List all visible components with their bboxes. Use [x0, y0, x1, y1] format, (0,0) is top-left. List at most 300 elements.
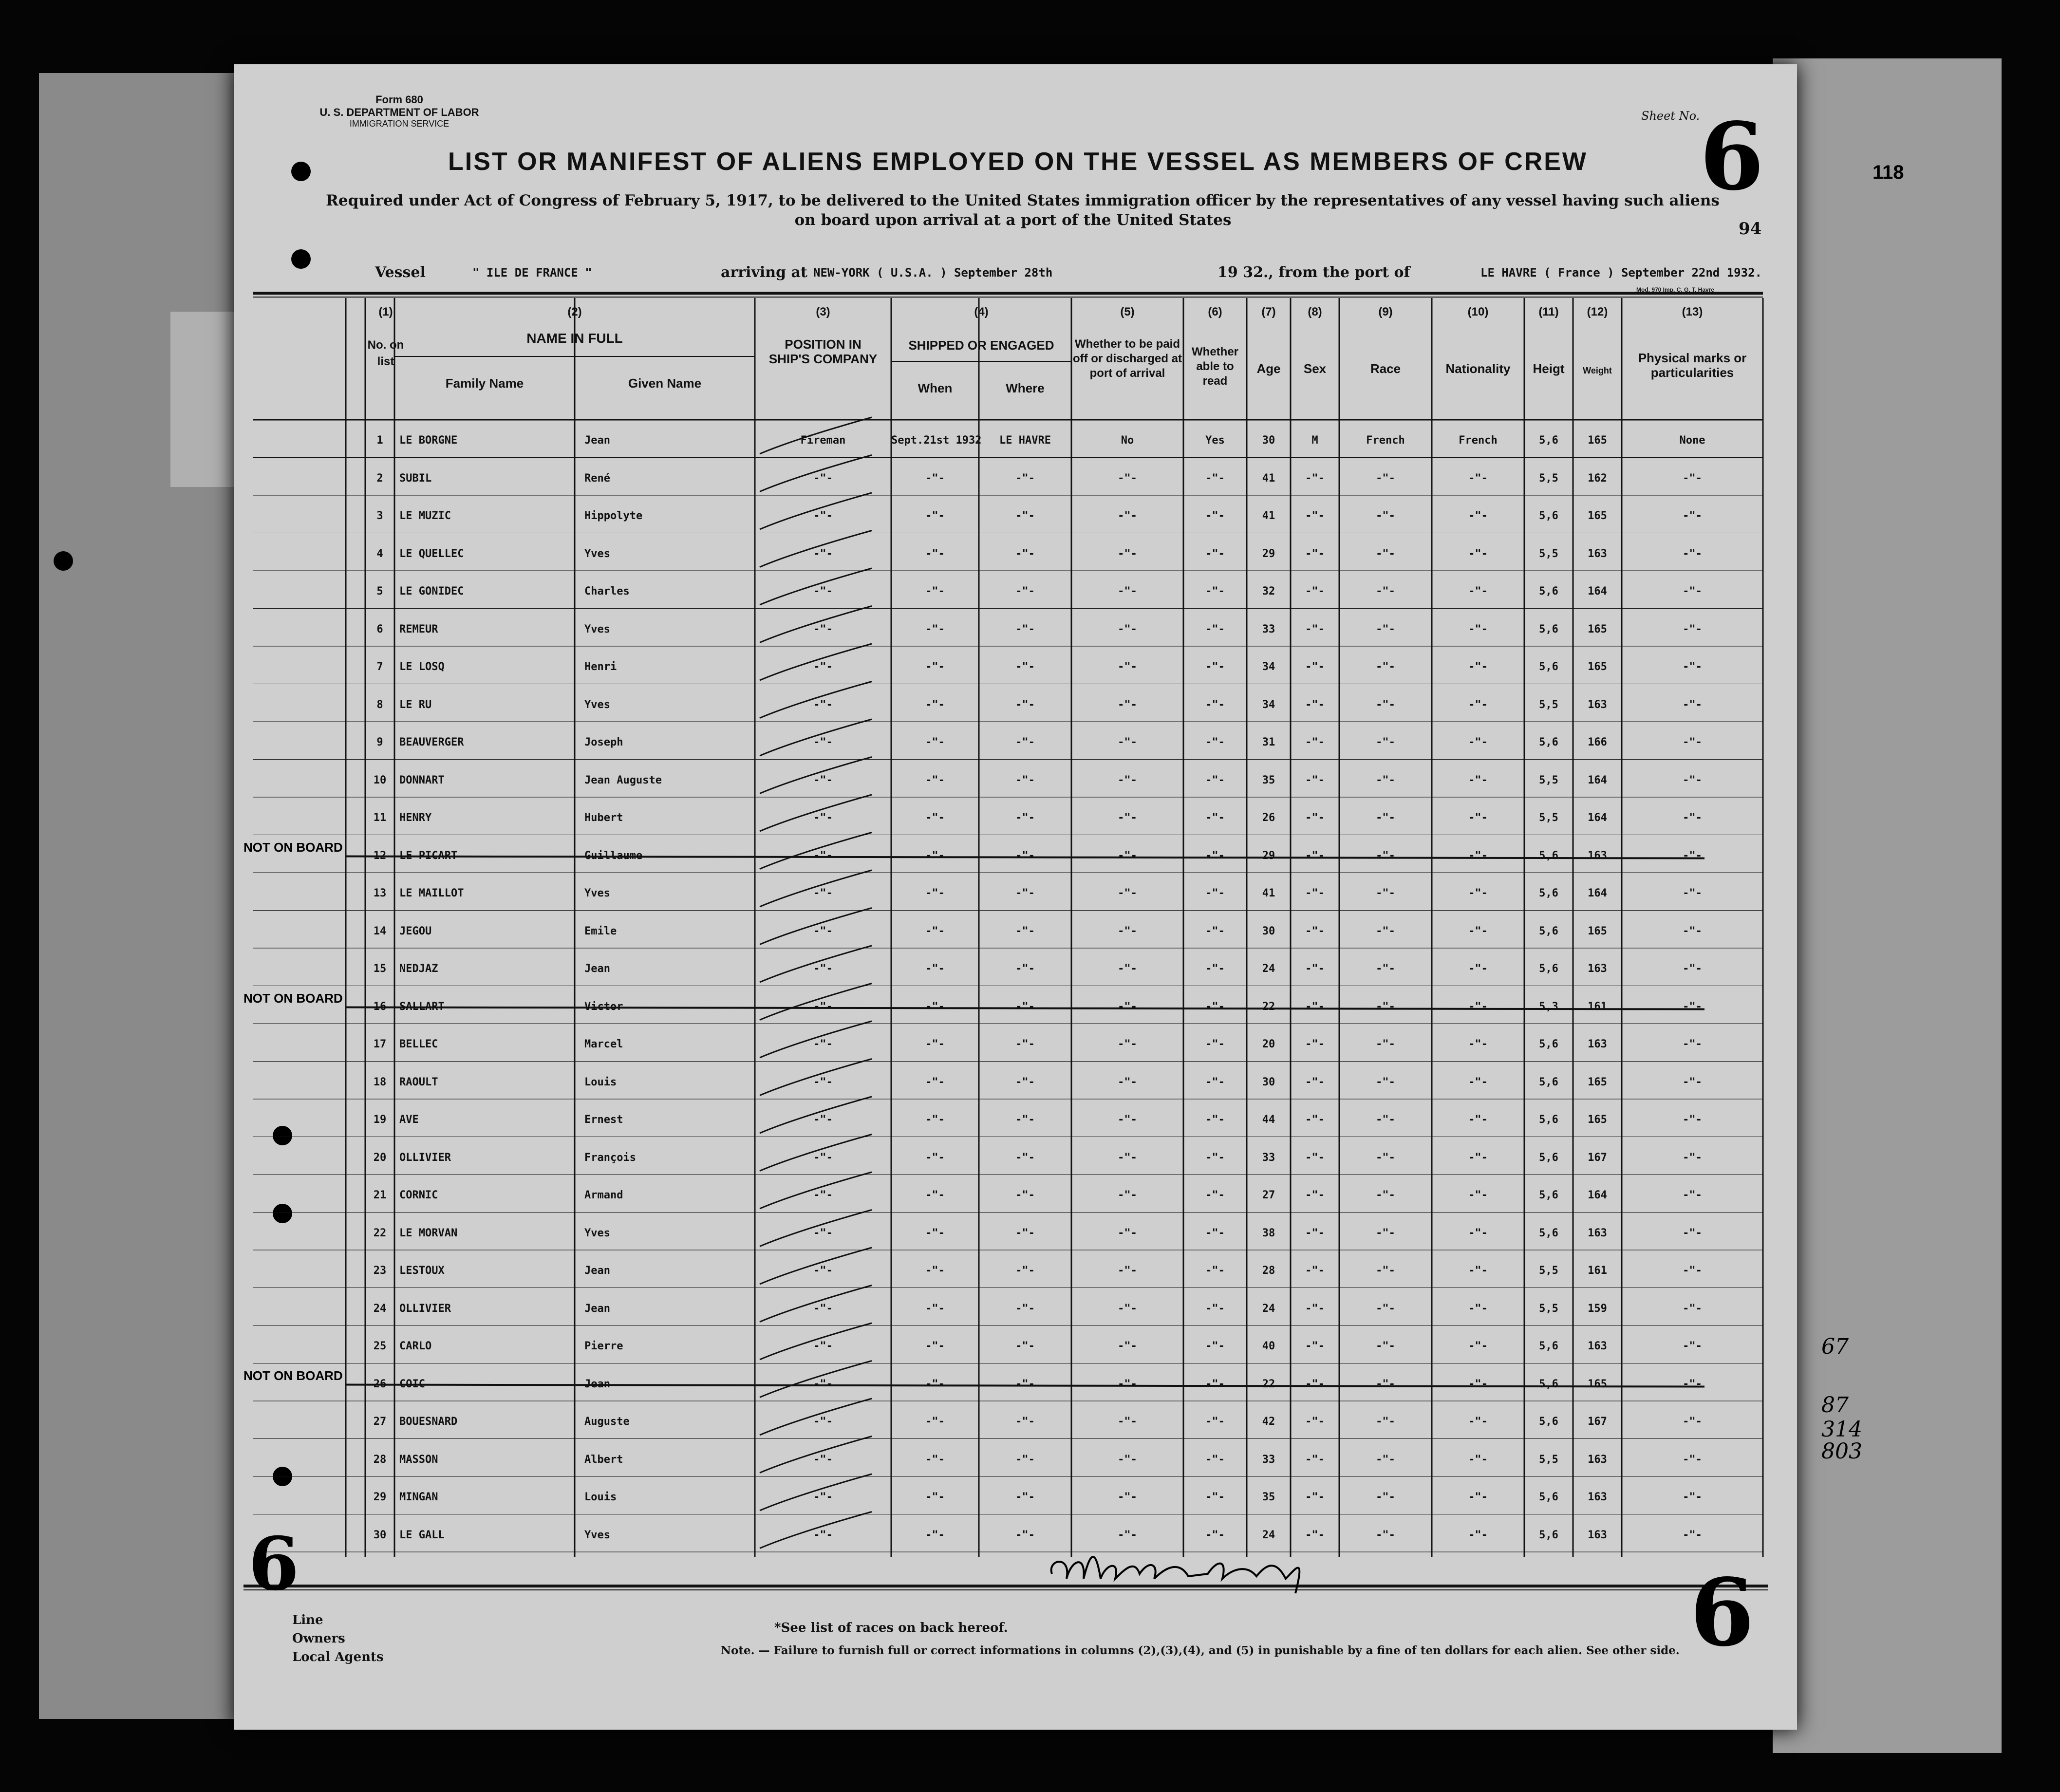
family-name: BOUESNARD [399, 1416, 458, 1428]
shipped-when: -"- [925, 812, 945, 824]
able-to-read: -"- [1205, 1378, 1225, 1390]
position: -"- [813, 585, 833, 597]
given-name: Yves [584, 547, 610, 560]
height: 5,5 [1539, 1453, 1558, 1466]
able-to-read: -"- [1205, 1529, 1225, 1541]
position: -"- [813, 1340, 833, 1352]
nationality: -"- [1468, 963, 1488, 975]
family-name: LE LOSQ [399, 661, 445, 673]
weight: 161 [1588, 1000, 1607, 1013]
height: 5,5 [1539, 774, 1558, 786]
nationality: -"- [1468, 1340, 1488, 1352]
weight: 162 [1588, 472, 1607, 485]
form-number: Form 680 [375, 93, 423, 106]
race: -"- [1376, 585, 1395, 597]
paid-off: -"- [1118, 661, 1137, 673]
nationality: French [1459, 434, 1498, 447]
weight: 159 [1588, 1302, 1607, 1315]
age: 41 [1262, 510, 1275, 522]
family-name: LE GONIDEC [399, 585, 464, 597]
given-name: Auguste [584, 1416, 630, 1428]
age: 31 [1262, 736, 1275, 748]
family-name: RAOULT [399, 1076, 438, 1088]
given-name: Hubert [584, 812, 623, 824]
given-name: Yves [584, 1529, 610, 1541]
paid-off: -"- [1118, 736, 1137, 748]
race: -"- [1376, 1378, 1395, 1390]
age: 30 [1262, 925, 1275, 937]
col2b-label: Given Name [628, 376, 702, 391]
nationality: -"- [1468, 585, 1488, 597]
margin-number: 803 [1821, 1439, 1862, 1464]
row-number: 27 [373, 1416, 387, 1428]
paid-off: -"- [1118, 1416, 1137, 1428]
row-number: 28 [373, 1453, 387, 1466]
footer-line-label: Line [292, 1613, 323, 1627]
given-name: Charles [584, 585, 630, 597]
sex: -"- [1305, 585, 1325, 597]
inspector-signature [1042, 1540, 1315, 1598]
race: -"- [1376, 736, 1395, 748]
paid-off: -"- [1118, 1227, 1137, 1239]
subtitle-line-2: on board upon arrival at a port of the United States [794, 211, 1232, 229]
shipped-where: -"- [1015, 1227, 1035, 1239]
col7-number: (7) [1261, 305, 1276, 318]
age: 38 [1262, 1227, 1275, 1239]
age: 33 [1262, 1151, 1275, 1164]
vessel-name: " ILE DE FRANCE " [472, 266, 592, 280]
shipped-when: -"- [925, 1076, 945, 1088]
race: French [1366, 434, 1405, 447]
shipped-where: -"- [1015, 1076, 1035, 1088]
shipped-when: -"- [925, 1416, 945, 1428]
family-name: SUBIL [399, 472, 432, 485]
family-name: BEAUVERGER [399, 736, 464, 748]
family-name: LE PICART [399, 849, 458, 862]
weight: 165 [1588, 510, 1607, 522]
age: 22 [1262, 1000, 1275, 1013]
able-to-read: -"- [1205, 1151, 1225, 1164]
able-to-read: -"- [1205, 472, 1225, 485]
given-name: Pierre [584, 1340, 623, 1352]
row-number: 14 [373, 925, 387, 937]
sex: -"- [1305, 887, 1325, 899]
col3-number: (3) [816, 305, 830, 318]
nationality: -"- [1468, 1265, 1488, 1277]
shipped-where: -"- [1015, 1491, 1035, 1503]
weight: 163 [1588, 1340, 1607, 1352]
age: 40 [1262, 1340, 1275, 1352]
document-title: LIST OR MANIFEST OF ALIENS EMPLOYED ON THE VESSEL AS MEMBERS OF CREW [448, 148, 1588, 176]
col4b-label: Where [1006, 381, 1045, 395]
position: -"- [813, 1416, 833, 1428]
shipped-when: -"- [925, 661, 945, 673]
height: 5,3 [1539, 1000, 1558, 1013]
physical-marks: -"- [1683, 1227, 1702, 1239]
from-port: LE HAVRE ( France ) September 22nd 1932. [1480, 266, 1762, 280]
shipped-where: -"- [1015, 1189, 1035, 1201]
col5-number: (5) [1120, 305, 1135, 318]
physical-marks: -"- [1683, 1529, 1702, 1541]
height: 5,5 [1539, 698, 1558, 711]
race: -"- [1376, 1076, 1395, 1088]
col2-number: (2) [567, 305, 582, 318]
races-note: *See list of races on back hereof. [774, 1621, 1008, 1635]
row-number: 2 [376, 472, 383, 485]
paid-off: No [1121, 434, 1134, 447]
corner-number: 118 [1873, 162, 1904, 183]
nationality: -"- [1468, 1151, 1488, 1164]
sex: -"- [1305, 1038, 1325, 1050]
family-name: MINGAN [399, 1491, 438, 1503]
physical-marks: -"- [1683, 1189, 1702, 1201]
paid-off: -"- [1118, 623, 1137, 635]
able-to-read: -"- [1205, 774, 1225, 786]
age: 35 [1262, 1491, 1275, 1503]
family-name: MASSON [399, 1453, 438, 1466]
row-number: 26 [373, 1378, 387, 1390]
position: -"- [813, 1000, 833, 1013]
paid-off: -"- [1118, 472, 1137, 485]
sex: -"- [1305, 1227, 1325, 1239]
given-name: Guillaume [584, 849, 643, 862]
col13-label: Physical marks or particularities [1638, 351, 1747, 380]
margin-number: 314 [1821, 1417, 1862, 1442]
shipped-where: -"- [1015, 585, 1035, 597]
position: -"- [813, 661, 833, 673]
given-name: Yves [584, 698, 610, 711]
weight: 163 [1588, 1491, 1607, 1503]
physical-marks: -"- [1683, 1302, 1702, 1315]
position: -"- [813, 472, 833, 485]
shipped-when: -"- [925, 1491, 945, 1503]
row-number: 8 [376, 698, 383, 711]
race: -"- [1376, 925, 1395, 937]
shipped-where: -"- [1015, 661, 1035, 673]
race: -"- [1376, 1340, 1395, 1352]
shipped-when: -"- [925, 1340, 945, 1352]
family-name: COIC [399, 1378, 425, 1390]
row-number: 1 [376, 434, 383, 447]
row-number: 22 [373, 1227, 387, 1239]
col2a-label: Family Name [445, 376, 524, 391]
given-name: Louis [584, 1491, 617, 1503]
col8-label: Sex [1303, 361, 1327, 376]
nationality: -"- [1468, 774, 1488, 786]
nationality: -"- [1468, 623, 1488, 635]
given-name: Marcel [584, 1038, 623, 1050]
race: -"- [1376, 849, 1395, 862]
height: 5,6 [1539, 1076, 1558, 1088]
row-number: 23 [373, 1265, 387, 1277]
position: -"- [813, 510, 833, 522]
sex: -"- [1305, 472, 1325, 485]
shipped-when: -"- [925, 472, 945, 485]
family-name: OLLIVIER [399, 1302, 451, 1315]
col6-number: (6) [1208, 305, 1222, 318]
not-on-board-note: NOT ON BOARD [243, 1368, 343, 1383]
col8-number: (8) [1308, 305, 1322, 318]
shipped-where: -"- [1015, 1453, 1035, 1466]
nationality: -"- [1468, 1416, 1488, 1428]
shipped-where: -"- [1015, 1416, 1035, 1428]
given-name: Jean [584, 1302, 610, 1315]
race: -"- [1376, 472, 1395, 485]
given-name: Yves [584, 1227, 610, 1239]
physical-marks: -"- [1683, 774, 1702, 786]
height: 5,6 [1539, 963, 1558, 975]
row-number: 7 [376, 661, 383, 673]
shipped-when: -"- [925, 736, 945, 748]
shipped-where: -"- [1015, 925, 1035, 937]
position: Fireman [800, 434, 846, 447]
col9-number: (9) [1378, 305, 1393, 318]
able-to-read: -"- [1205, 1000, 1225, 1013]
able-to-read: -"- [1205, 1453, 1225, 1466]
able-to-read: -"- [1205, 1340, 1225, 1352]
weight: 161 [1588, 1265, 1607, 1277]
physical-marks: -"- [1683, 1453, 1702, 1466]
shipped-where: -"- [1015, 1378, 1035, 1390]
family-name: AVE [399, 1114, 419, 1126]
shipped-when: -"- [925, 1265, 945, 1277]
sex: -"- [1305, 1151, 1325, 1164]
race: -"- [1376, 812, 1395, 824]
sex: -"- [1305, 1416, 1325, 1428]
sex: -"- [1305, 1265, 1325, 1277]
position: -"- [813, 887, 833, 899]
given-name: René [584, 472, 610, 485]
shipped-where: -"- [1015, 1038, 1035, 1050]
col1-number: (1) [378, 305, 393, 318]
sex: -"- [1305, 1114, 1325, 1126]
shipped-when: -"- [925, 1189, 945, 1201]
given-name: Jean Auguste [584, 774, 662, 786]
physical-marks: -"- [1683, 1076, 1702, 1088]
age: 28 [1262, 1265, 1275, 1277]
shipped-when: -"- [925, 963, 945, 975]
shipped-where: LE HAVRE [999, 434, 1051, 447]
given-name: Yves [584, 623, 610, 635]
race: -"- [1376, 1529, 1395, 1541]
nationality: -"- [1468, 547, 1488, 560]
nationality: -"- [1468, 887, 1488, 899]
shipped-where: -"- [1015, 1302, 1035, 1315]
given-name: Hippolyte [584, 510, 643, 522]
paid-off: -"- [1118, 1491, 1137, 1503]
position: -"- [813, 1302, 833, 1315]
able-to-read: -"- [1205, 1189, 1225, 1201]
nationality: -"- [1468, 849, 1488, 862]
physical-marks: -"- [1683, 585, 1702, 597]
race: -"- [1376, 510, 1395, 522]
handwritten-note: 94 [1739, 219, 1762, 239]
shipped-where: -"- [1015, 736, 1035, 748]
race: -"- [1376, 1151, 1395, 1164]
position: -"- [813, 1529, 833, 1541]
family-name: DONNART [399, 774, 445, 786]
shipped-when: Sept.21st 1932 [891, 434, 982, 447]
nationality: -"- [1468, 1378, 1488, 1390]
col11-number: (11) [1538, 305, 1559, 318]
shipped-when: -"- [925, 1038, 945, 1050]
shipped-where: -"- [1015, 1114, 1035, 1126]
given-name: Louis [584, 1076, 617, 1088]
sex: -"- [1305, 925, 1325, 937]
age: 42 [1262, 1416, 1275, 1428]
age: 34 [1262, 698, 1275, 711]
able-to-read: -"- [1205, 1038, 1225, 1050]
weight: 164 [1588, 812, 1607, 824]
height: 5,6 [1539, 1189, 1558, 1201]
paid-off: -"- [1118, 963, 1137, 975]
shipped-when: -"- [925, 623, 945, 635]
position: -"- [813, 925, 833, 937]
able-to-read: -"- [1205, 698, 1225, 711]
race: -"- [1376, 1114, 1395, 1126]
paid-off: -"- [1118, 1151, 1137, 1164]
height: 5,6 [1539, 1491, 1558, 1503]
able-to-read: -"- [1205, 736, 1225, 748]
footer-owners-label: Owners [292, 1631, 345, 1646]
age: 32 [1262, 585, 1275, 597]
weight: 166 [1588, 736, 1607, 748]
family-name: REMEUR [399, 623, 438, 635]
given-name: Joseph [584, 736, 623, 748]
weight: 163 [1588, 698, 1607, 711]
shipped-where: -"- [1015, 963, 1035, 975]
height: 5,6 [1539, 623, 1558, 635]
height: 5,6 [1539, 1227, 1558, 1239]
sex: -"- [1305, 623, 1325, 635]
nationality: -"- [1468, 698, 1488, 711]
family-name: BELLEC [399, 1038, 438, 1050]
given-name: Jean [584, 963, 610, 975]
sex: -"- [1305, 812, 1325, 824]
sex: -"- [1305, 1302, 1325, 1315]
family-name: LESTOUX [399, 1265, 445, 1277]
able-to-read: -"- [1205, 510, 1225, 522]
height: 5,6 [1539, 925, 1558, 937]
given-name: Albert [584, 1453, 623, 1466]
physical-marks: -"- [1683, 510, 1702, 522]
height: 5,6 [1539, 1038, 1558, 1050]
row-number: 30 [373, 1529, 387, 1541]
race: -"- [1376, 1453, 1395, 1466]
sex: -"- [1305, 510, 1325, 522]
nationality: -"- [1468, 472, 1488, 485]
big-six-left: 6 [248, 1521, 300, 1607]
able-to-read: -"- [1205, 812, 1225, 824]
weight: 163 [1588, 1038, 1607, 1050]
sex: -"- [1305, 1529, 1325, 1541]
weight: 165 [1588, 1076, 1607, 1088]
paid-off: -"- [1118, 1529, 1137, 1541]
height: 5,6 [1539, 585, 1558, 597]
shipped-when: -"- [925, 585, 945, 597]
height: 5,6 [1539, 736, 1558, 748]
shipped-when: -"- [925, 1000, 945, 1013]
height: 5,6 [1539, 510, 1558, 522]
physical-marks: -"- [1683, 547, 1702, 560]
shipped-when: -"- [925, 510, 945, 522]
shipped-where: -"- [1015, 1000, 1035, 1013]
vessel-label: Vessel [375, 264, 426, 281]
sex: -"- [1305, 1340, 1325, 1352]
paid-off: -"- [1118, 812, 1137, 824]
shipped-where: -"- [1015, 887, 1035, 899]
physical-marks: -"- [1683, 925, 1702, 937]
nationality: -"- [1468, 812, 1488, 824]
shipped-when: -"- [925, 1453, 945, 1466]
sheet-label: Sheet No. [1641, 109, 1700, 123]
paid-off: -"- [1118, 887, 1137, 899]
paid-off: -"- [1118, 585, 1137, 597]
physical-marks: -"- [1683, 698, 1702, 711]
given-name: Jean [584, 1378, 610, 1390]
paid-off: -"- [1118, 1453, 1137, 1466]
nationality: -"- [1468, 1189, 1488, 1201]
able-to-read: -"- [1205, 963, 1225, 975]
position: -"- [813, 1076, 833, 1088]
able-to-read: -"- [1205, 585, 1225, 597]
race: -"- [1376, 963, 1395, 975]
shipped-where: -"- [1015, 623, 1035, 635]
shipped-when: -"- [925, 1302, 945, 1315]
shipped-where: -"- [1015, 849, 1035, 862]
height: 5,6 [1539, 434, 1558, 447]
age: 33 [1262, 1453, 1275, 1466]
able-to-read: -"- [1205, 1302, 1225, 1315]
nationality: -"- [1468, 1491, 1488, 1503]
department-name: U. S. DEPARTMENT OF LABOR [319, 106, 479, 118]
able-to-read: -"- [1205, 1265, 1225, 1277]
physical-marks: -"- [1683, 472, 1702, 485]
able-to-read: -"- [1205, 547, 1225, 560]
position: -"- [813, 623, 833, 635]
row-number: 21 [373, 1189, 387, 1201]
paid-off: -"- [1118, 1038, 1137, 1050]
position: -"- [813, 736, 833, 748]
age: 30 [1262, 434, 1275, 447]
given-name: Victor [584, 1000, 623, 1013]
shipped-where: -"- [1015, 774, 1035, 786]
physical-marks: -"- [1683, 736, 1702, 748]
race: -"- [1376, 661, 1395, 673]
age: 27 [1262, 1189, 1275, 1201]
margin-number: 67 [1821, 1334, 1849, 1359]
weight: 167 [1588, 1151, 1607, 1164]
age: 20 [1262, 1038, 1275, 1050]
margin-number: 87 [1821, 1393, 1849, 1418]
age: 33 [1262, 623, 1275, 635]
physical-marks: -"- [1683, 623, 1702, 635]
col12-label: Weight [1583, 366, 1612, 375]
nationality: -"- [1468, 736, 1488, 748]
row-number: 10 [373, 774, 387, 786]
position: -"- [813, 812, 833, 824]
sex: -"- [1305, 849, 1325, 862]
sex: -"- [1305, 774, 1325, 786]
paid-off: -"- [1118, 849, 1137, 862]
given-name: Emile [584, 925, 617, 937]
able-to-read: -"- [1205, 1114, 1225, 1126]
row-number: 20 [373, 1151, 387, 1164]
sex: M [1311, 434, 1318, 447]
col6-label: Whether able to read [1192, 345, 1238, 388]
family-name: OLLIVIER [399, 1151, 451, 1164]
paid-off: -"- [1118, 1302, 1137, 1315]
